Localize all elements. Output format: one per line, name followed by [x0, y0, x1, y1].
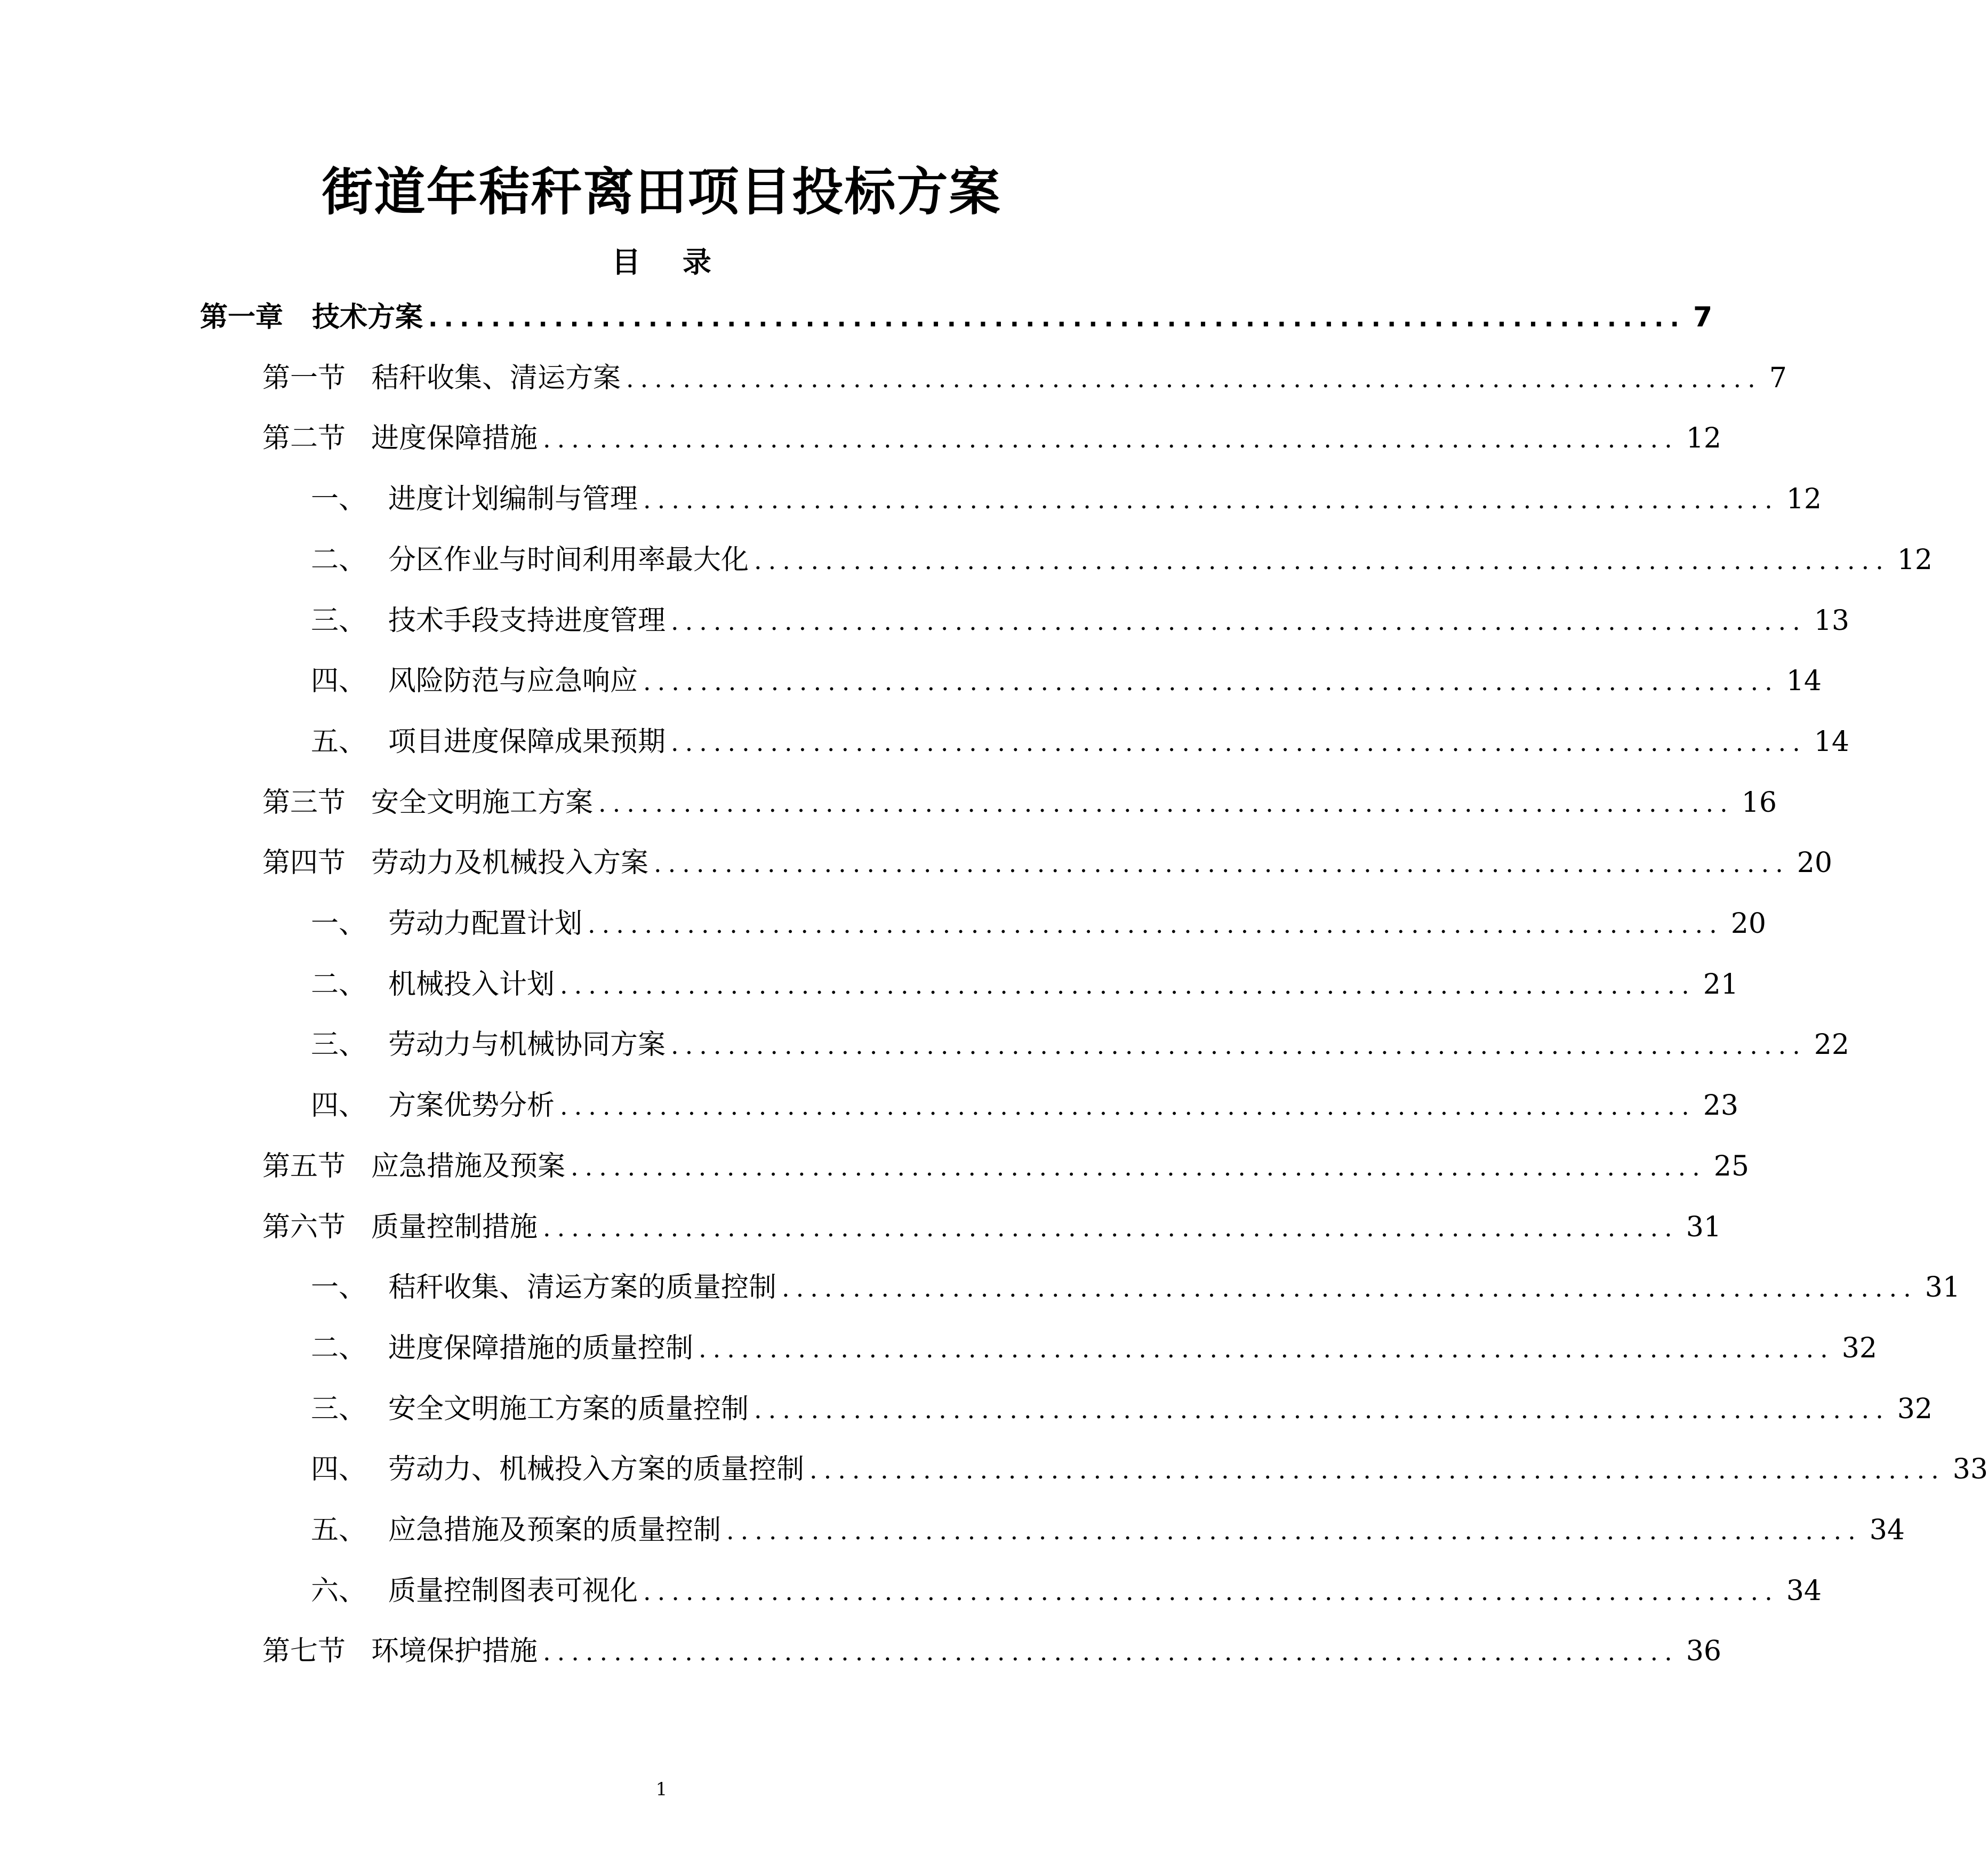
toc-entry-label [200, 296, 423, 339]
toc-entry[interactable] [311, 478, 1822, 521]
toc-entry-label [311, 902, 582, 945]
toc-entry-label [311, 1327, 693, 1370]
toc-entry-number: 四、 [311, 1090, 367, 1122]
toc-entry[interactable] [262, 1206, 1721, 1249]
toc-entry[interactable] [311, 1024, 1849, 1066]
toc-entry-label [311, 1388, 749, 1430]
toc-entry-title: 劳动力与机械协同方案 [388, 1029, 666, 1061]
toc-entry-label [311, 1509, 721, 1552]
toc-entry-label [262, 357, 621, 399]
toc-entry-title: 技术方案 [312, 301, 423, 333]
toc-entry-label [262, 781, 593, 824]
toc-dot-leader: ................................................................................ [671, 607, 1807, 636]
toc-entry-page: 12 [1686, 422, 1721, 454]
toc-entry-page: 34 [1869, 1514, 1905, 1546]
toc-entry-page: 12 [1897, 544, 1933, 576]
toc-entry-title: 进度保障措施 [371, 422, 538, 454]
toc-entry-title: 项目进度保障成果预期 [388, 726, 666, 758]
toc-dot-leader: ................................................................................ [543, 1637, 1679, 1666]
toc-entry-title: 分区作业与时间利用率最大化 [388, 544, 749, 576]
toc-dot-leader: ................................................................................ [671, 728, 1807, 757]
toc-entry-page: 7 [1769, 362, 1787, 394]
toc-entry-page: 32 [1841, 1332, 1877, 1364]
toc-entry-page: 31 [1925, 1272, 1960, 1304]
toc-entry-number: 二、 [311, 1332, 367, 1364]
toc-dot-leader: ................................................................................ [726, 1516, 1862, 1545]
toc-entry-page: 33 [1952, 1453, 1988, 1485]
toc-dot-leader: ................................................................................ [809, 1456, 1945, 1484]
toc-dot-leader: ................................................................................ [588, 910, 1724, 939]
toc-dot-leader: ................................................................................ [543, 425, 1679, 453]
toc-entry-number: 第七节 [262, 1635, 346, 1667]
toc-entry[interactable] [311, 1388, 1933, 1430]
toc-entry-title: 技术手段支持进度管理 [388, 605, 666, 637]
toc-entry-label [311, 660, 638, 702]
toc-entry-number: 一、 [311, 908, 367, 940]
toc-entry-label [311, 721, 666, 763]
toc-entry-page: 25 [1713, 1150, 1749, 1182]
toc-entry-number: 三、 [311, 1029, 367, 1061]
toc-entry-number: 二、 [311, 969, 367, 1001]
toc-entry-title: 应急措施及预案 [371, 1150, 566, 1182]
toc-entry-label [262, 842, 648, 884]
toc-entry[interactable] [262, 1630, 1721, 1673]
toc-entry-title: 劳动力及机械投入方案 [371, 847, 649, 879]
toc-dot-leader: ................................................................................ [643, 485, 1779, 514]
toc-entry-page: 14 [1814, 726, 1849, 758]
toc-entry-label [262, 1206, 538, 1249]
toc-entry-number: 四、 [311, 665, 367, 697]
toc-entry[interactable] [262, 357, 1787, 399]
toc-entry-label [311, 599, 666, 642]
toc-entry-page: 31 [1686, 1211, 1721, 1243]
toc-dot-leader: ................................................................................ [754, 1395, 1890, 1424]
toc-dot-leader: ................................................................................ [543, 1213, 1679, 1242]
toc-entry-label [311, 1024, 666, 1066]
toc-dot-leader: ................................................................................ [571, 1153, 1706, 1181]
toc-entry-label [311, 1570, 638, 1612]
toc-entry-page: 12 [1786, 483, 1822, 515]
toc-dot-leader: ................................................................................ [754, 546, 1890, 575]
toc-entry-label [311, 478, 638, 521]
toc-entry[interactable] [311, 599, 1849, 642]
toc-entry-page: 14 [1786, 665, 1822, 697]
toc-dot-leader: ................................................................................ [654, 849, 1790, 878]
toc-entry-label [311, 1266, 776, 1309]
toc-dot-leader: ................................................................................ [643, 1577, 1779, 1606]
toc-entry[interactable] [311, 963, 1738, 1006]
toc-entry-label [311, 1448, 804, 1491]
toc-entry[interactable] [311, 1266, 1960, 1309]
toc-entry-title: 机械投入计划 [388, 969, 555, 1001]
toc-entry-number: 五、 [311, 726, 367, 758]
toc-dot-leader: ................................................................................ [671, 1031, 1807, 1060]
toc-entry-number: 第一章 [200, 301, 284, 333]
toc-entry[interactable] [311, 1327, 1877, 1370]
toc-entry-number: 第三节 [262, 787, 346, 819]
toc-entry-title: 秸秆收集、清运方案的质量控制 [388, 1272, 777, 1304]
toc-entry-page: 20 [1730, 908, 1766, 940]
toc-entry-number: 五、 [311, 1514, 367, 1546]
toc-entry-label [262, 417, 538, 460]
toc-dot-leader: ................................................................................ [598, 789, 1734, 818]
toc-entry[interactable] [311, 721, 1849, 763]
toc-entry-title: 风险防范与应急响应 [388, 665, 638, 697]
toc-entry-number: 三、 [311, 605, 367, 637]
toc-dot-leader: ................................................................................ [560, 971, 1696, 1000]
toc-entry-title: 进度保障措施的质量控制 [388, 1332, 694, 1364]
toc-entry-page: 22 [1814, 1029, 1849, 1061]
toc-entry-page: 34 [1786, 1575, 1822, 1607]
toc-entry-page: 23 [1703, 1090, 1738, 1122]
toc-entry-number: 第四节 [262, 847, 346, 879]
toc-entry-number: 第二节 [262, 422, 346, 454]
toc-entry-label [262, 1145, 565, 1188]
toc-entry-page: 21 [1703, 969, 1738, 1001]
toc-entry-title: 方案优势分析 [388, 1090, 555, 1122]
toc-entry-title: 质量控制措施 [371, 1211, 538, 1243]
toc-entry-title: 安全文明施工方案的质量控制 [388, 1393, 749, 1425]
toc-entry-page: 20 [1797, 847, 1832, 879]
toc-entry[interactable] [311, 902, 1766, 945]
toc-entry-number: 第五节 [262, 1150, 346, 1182]
toc-entry-number: 三、 [311, 1393, 367, 1425]
toc-dot-leader: ................................................................................ [626, 364, 1762, 393]
toc-entry-number: 一、 [311, 483, 367, 515]
toc-dot-leader: ................................................................................ [428, 303, 1686, 332]
toc-entry-number: 一、 [311, 1272, 367, 1304]
toc-entry-label [262, 1630, 538, 1673]
toc-entry-label [311, 1084, 555, 1127]
toc-entry-title: 秸秆收集、清运方案 [371, 362, 621, 394]
toc-entry[interactable] [311, 1509, 1905, 1552]
toc-entry[interactable] [262, 842, 1832, 884]
toc-dot-leader: ................................................................................ [643, 667, 1779, 696]
toc-entry-title: 进度计划编制与管理 [388, 483, 638, 515]
toc-entry[interactable] [311, 539, 1933, 581]
toc-entry-page: 13 [1814, 605, 1849, 637]
toc-entry[interactable] [262, 417, 1721, 460]
toc-heading: 目 录 [612, 245, 727, 279]
toc-entry-number: 二、 [311, 544, 367, 576]
toc-entry-label [311, 963, 555, 1006]
toc-dot-leader: ................................................................................ [699, 1334, 1834, 1363]
document-title: 街道年秸秆离田项目投标方案 [322, 162, 1001, 222]
toc-entry-page: 32 [1897, 1393, 1933, 1425]
toc-entry-number: 第一节 [262, 362, 346, 394]
toc-entry-title: 质量控制图表可视化 [388, 1575, 638, 1607]
toc-entry-title: 应急措施及预案的质量控制 [388, 1514, 722, 1546]
page-number: 1 [655, 1779, 668, 1800]
toc-entry-number: 六、 [311, 1575, 367, 1607]
toc-entry-number: 四、 [311, 1453, 367, 1485]
toc-entry[interactable] [262, 1145, 1749, 1188]
toc-entry-title: 环境保护措施 [371, 1635, 538, 1667]
toc-entry[interactable] [200, 296, 1713, 339]
toc-entry[interactable] [311, 1448, 1988, 1491]
toc-entry-title: 安全文明施工方案 [371, 787, 594, 819]
toc-entry-label [311, 539, 749, 581]
toc-dot-leader: ................................................................................ [782, 1274, 1918, 1302]
toc-entry-page: 16 [1741, 787, 1777, 819]
toc-entry-number: 第六节 [262, 1211, 346, 1243]
toc-entry-title: 劳动力、机械投入方案的质量控制 [388, 1453, 805, 1485]
toc-entry[interactable] [311, 1084, 1738, 1127]
toc-entry-page: 36 [1686, 1635, 1721, 1667]
toc-entry[interactable] [262, 781, 1777, 824]
toc-entry-title: 劳动力配置计划 [388, 908, 583, 940]
toc-entry[interactable] [311, 660, 1822, 702]
toc-entry-page: 7 [1693, 301, 1713, 333]
toc-dot-leader: ................................................................................ [560, 1092, 1696, 1121]
toc-entry[interactable] [311, 1570, 1822, 1612]
